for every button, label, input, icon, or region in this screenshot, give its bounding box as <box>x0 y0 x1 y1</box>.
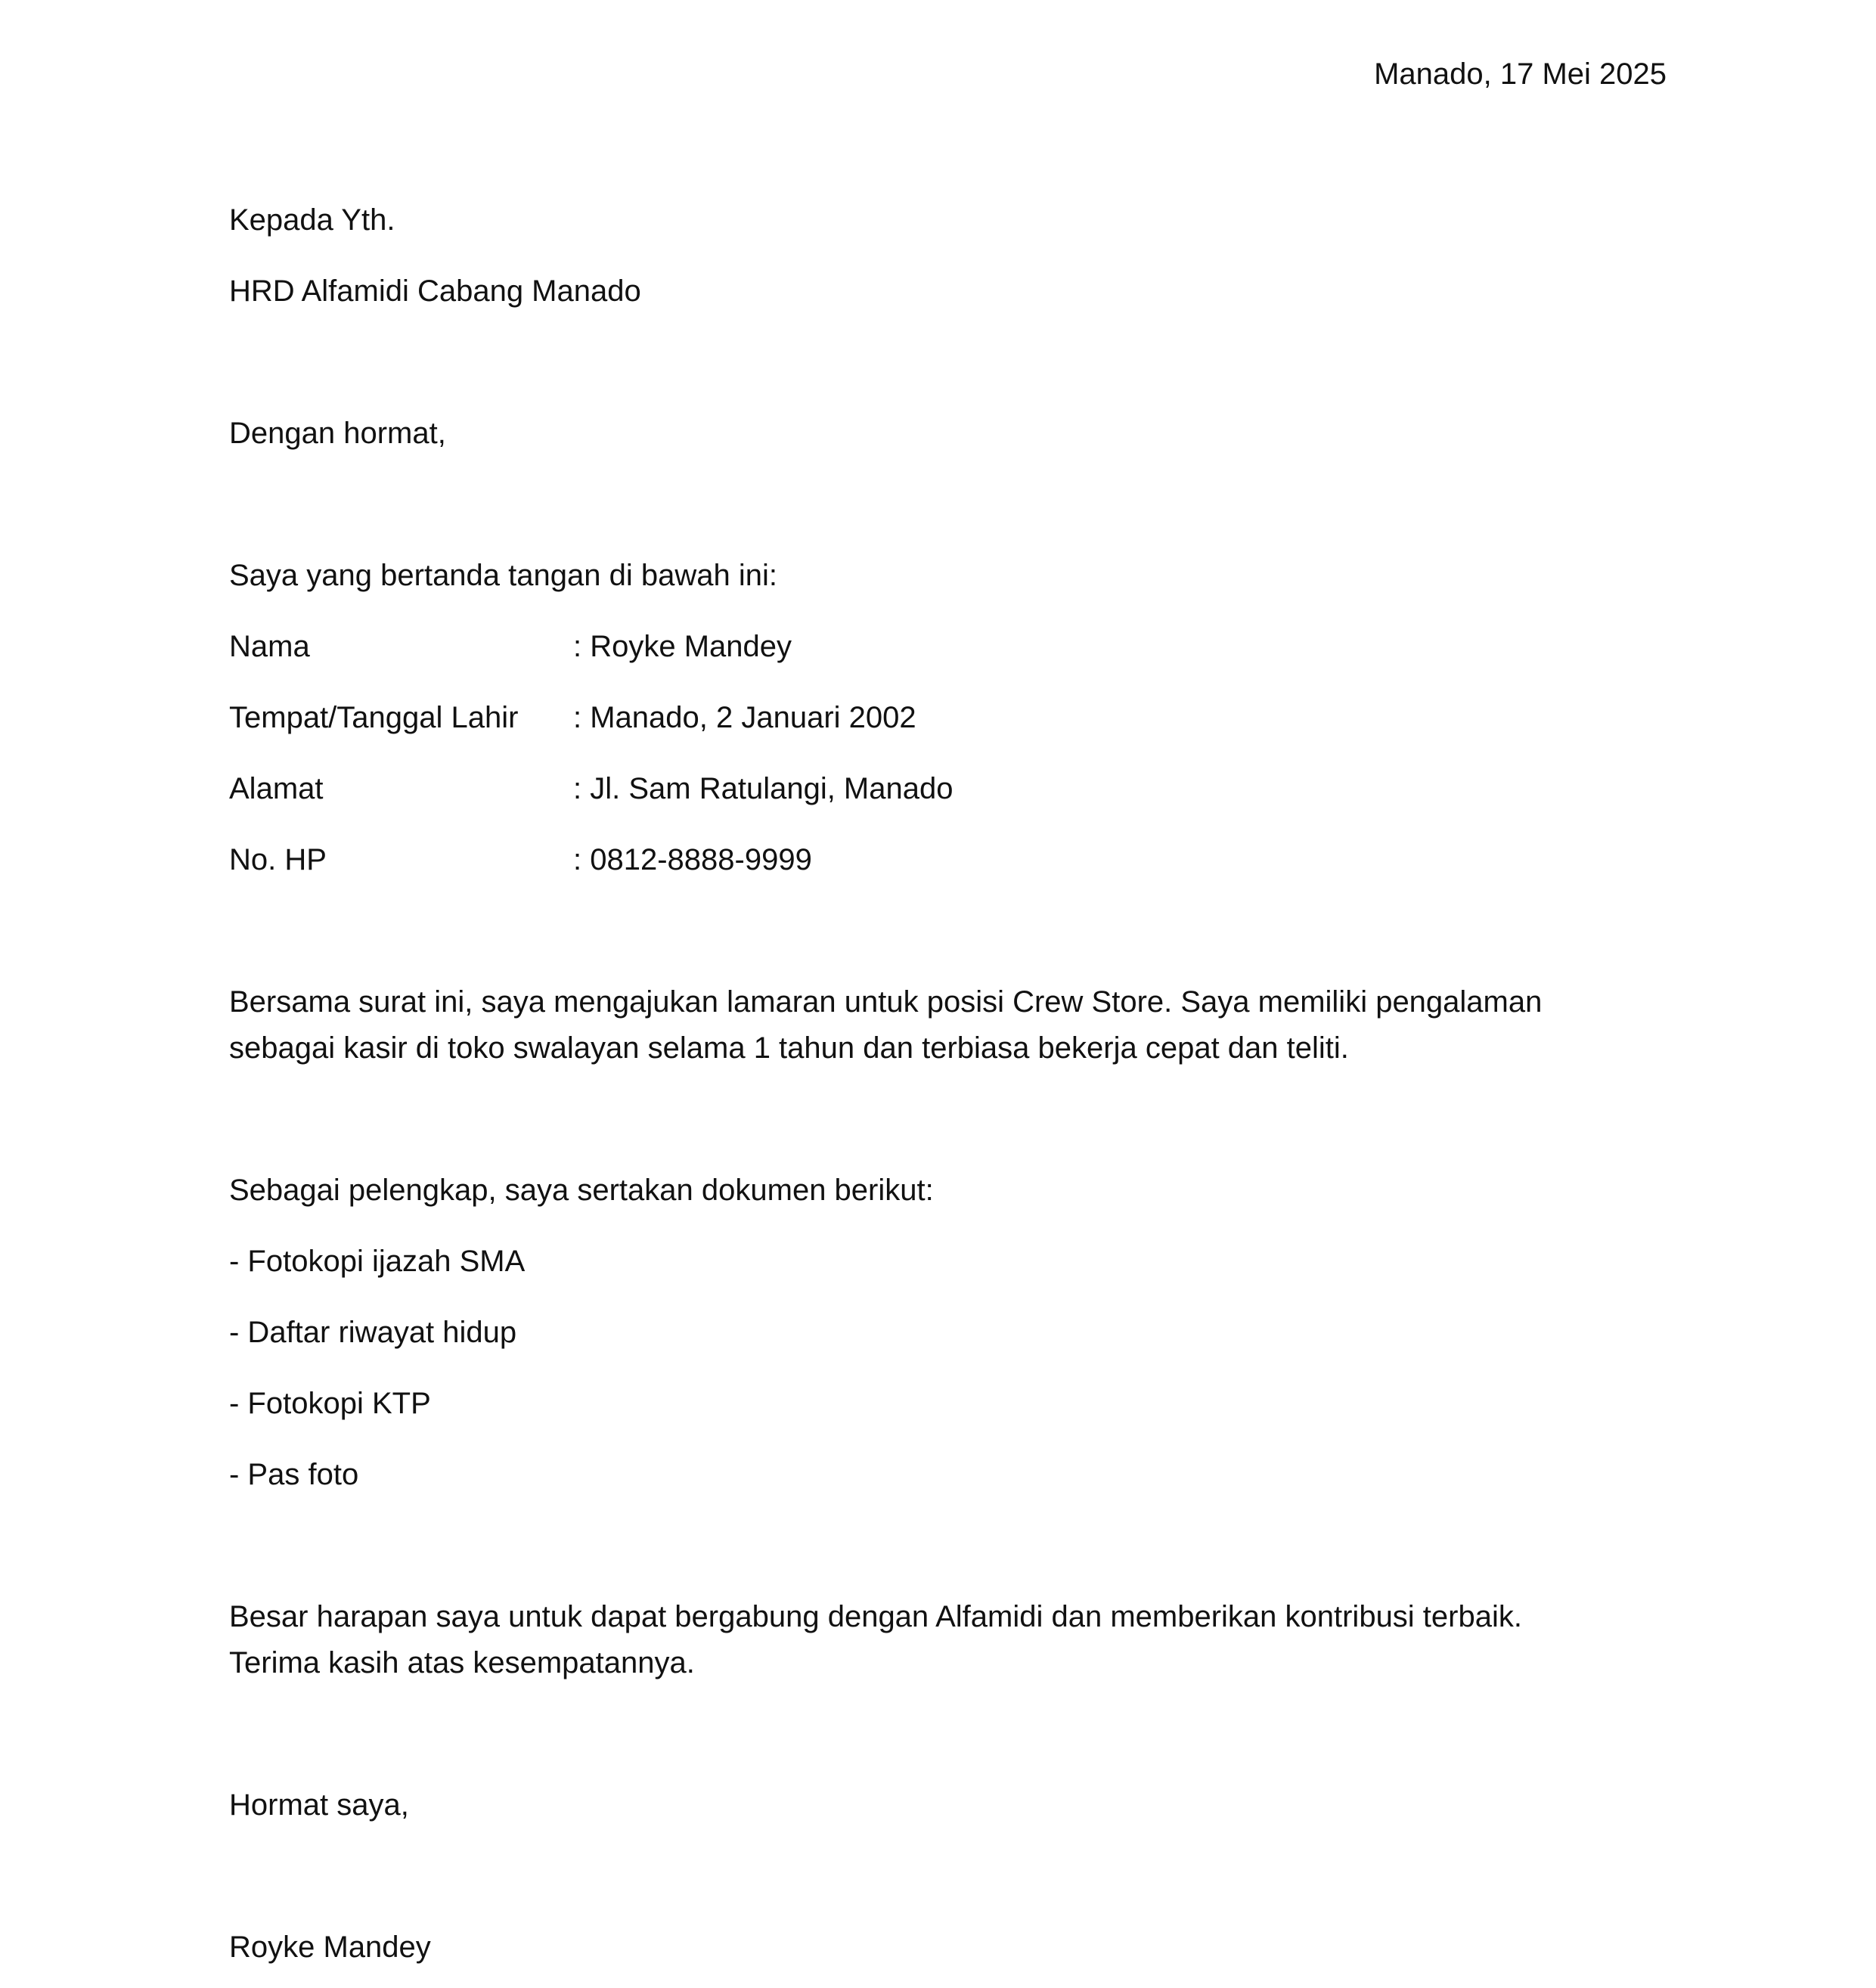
attachment-item: - Pas foto <box>229 1458 359 1491</box>
body-paragraph-line-2: sebagai kasir di toko swalayan selama 1 tahun dan terbiasa bekerja cepat dan teliti. <box>229 1031 1349 1065</box>
attachment-item: - Fotokopi ijazah SMA <box>229 1245 526 1278</box>
identity-value-name: : Royke Mandey <box>573 630 792 663</box>
identity-value-phone: : 0812-8888-9999 <box>573 843 812 876</box>
identity-value-address: : Jl. Sam Ratulangi, Manado <box>573 772 954 805</box>
closing-paragraph-line-2: Terima kasih atas kesempatannya. <box>229 1646 695 1679</box>
recipient-name: HRD Alfamidi Cabang Manado <box>229 274 641 308</box>
identity-label-phone: No. HP <box>229 843 327 876</box>
identity-value-birth: : Manado, 2 Januari 2002 <box>573 701 916 734</box>
identity-label-name: Nama <box>229 630 310 663</box>
recipient-salutation: Kepada Yth. <box>229 203 395 237</box>
identity-label-address: Alamat <box>229 772 324 805</box>
identity-label-birth: Tempat/Tanggal Lahir <box>229 701 519 734</box>
attachments-intro: Sebagai pelengkap, saya sertakan dokumen berikut: <box>229 1174 934 1207</box>
signature-name: Royke Mandey <box>229 1931 431 1964</box>
intro-text: Saya yang bertanda tangan di bawah ini: <box>229 559 777 592</box>
closing-paragraph-line-1: Besar harapan saya untuk dapat bergabung dengan Alfamidi dan memberikan kontribusi terbaik. <box>229 1600 1522 1633</box>
body-paragraph-line-1: Bersama surat ini, saya mengajukan lamaran untuk posisi Crew Store. Saya memiliki pengalaman <box>229 985 1543 1019</box>
attachment-item: - Fotokopi KTP <box>229 1387 431 1420</box>
closing-salutation: Hormat saya, <box>229 1788 409 1822</box>
place-date: Manado, 17 Mei 2025 <box>1374 57 1667 91</box>
attachment-item: - Daftar riwayat hidup <box>229 1316 517 1349</box>
greeting: Dengan hormat, <box>229 417 446 450</box>
